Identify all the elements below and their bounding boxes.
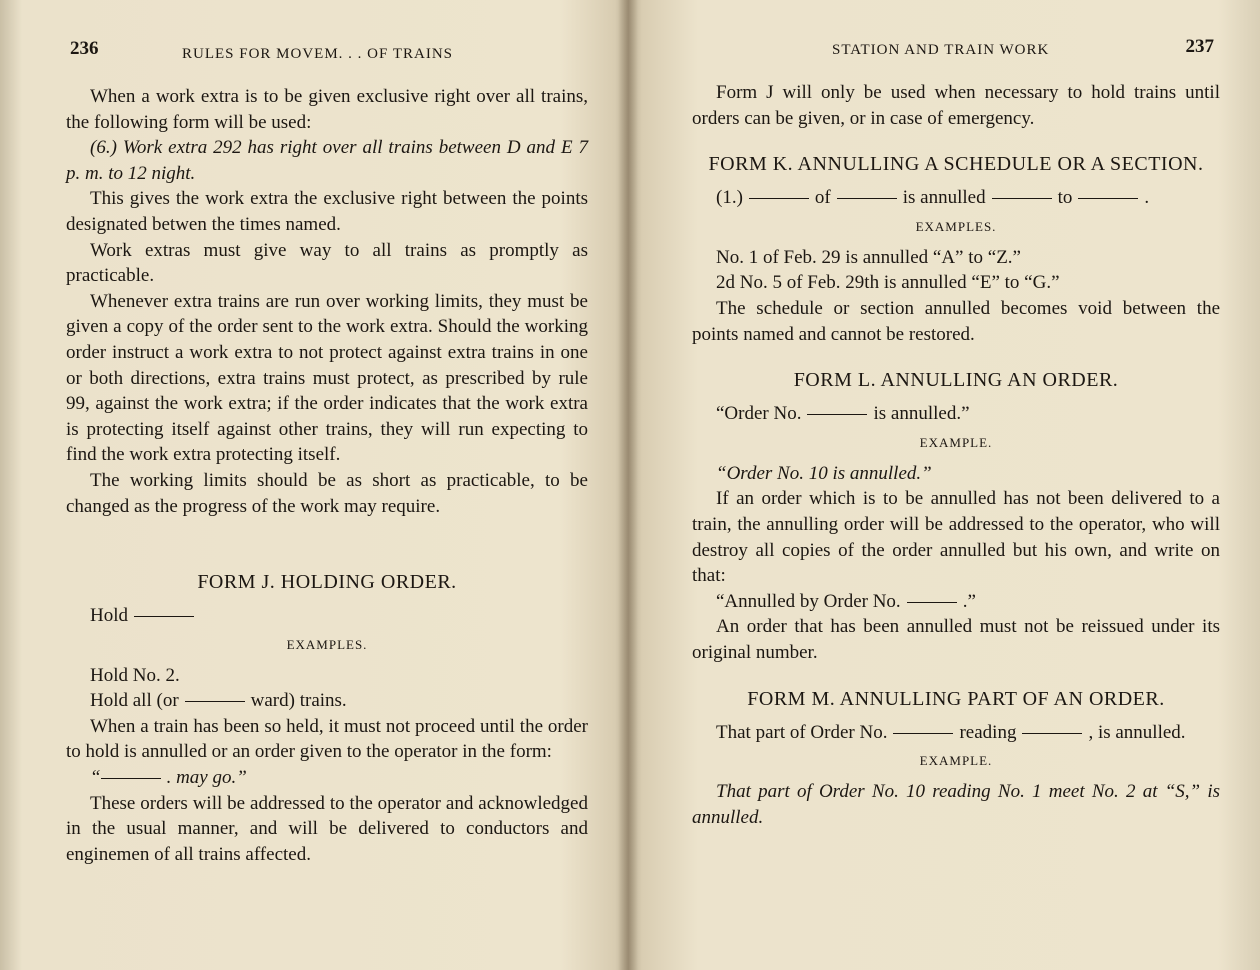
example-line: 2d No. 5 of Feb. 29th is annulled “E” to “G.” [716, 272, 1060, 294]
form-example: (6.) Work extra 292 has right over all trains between D and E 7 p. m. to 12 night. [66, 137, 588, 184]
blank-line [1078, 198, 1138, 199]
form-m-heading: FORM M. ANNULLING PART OF AN ORDER. [747, 687, 1165, 710]
right-page [628, 0, 1260, 970]
template-text: “Annulled by Order No. [716, 590, 901, 612]
template-text: . [1144, 187, 1150, 209]
form-j-heading: FORM J. HOLDING ORDER. [197, 571, 457, 594]
blank-line [101, 778, 161, 779]
template-text: “ [90, 767, 101, 789]
paragraph: These orders will be addressed to the operator and acknowledged in the usual manner, and will be delivered to conductors and enginemen of all trains affected. [66, 792, 588, 865]
blank-line [749, 198, 809, 199]
paragraph: Form J will only be used when necessary to hold trains until orders can be given, or in case of emergency. [692, 82, 1220, 129]
paragraph: The working limits should be as short as practicable, to be changed as the progress of the work may require. [66, 469, 588, 517]
blank-line [837, 198, 897, 199]
form-m-template [692, 720, 1220, 746]
example-line: “Order No. 10 is annulled.” [716, 462, 932, 484]
example-line [66, 688, 588, 714]
example-text: ward) trains. [250, 690, 347, 712]
form-k-heading: FORM K. ANNULLING A SCHEDULE OR A SECTION. [708, 153, 1204, 176]
paragraph: When a train has been so held, it must not proceed until the order to hold is annulled or an order given to the operator in the form: [66, 715, 588, 763]
blank-line [893, 733, 953, 734]
form-j-template [66, 603, 588, 629]
examples-label: EXAMPLE. [919, 753, 993, 769]
template-text: That part of Order No. [716, 721, 888, 743]
book-gutter [618, 0, 638, 970]
left-page-header [66, 30, 588, 62]
template-text: .” [962, 590, 976, 612]
template-text: is annulled [902, 187, 986, 209]
template-text: reading [959, 721, 1017, 743]
template-text: . may go.” [166, 767, 247, 789]
paragraph: Whenever extra trains are run over working limits, they must be given a copy of the order sent to the work extra. Should the working order instruct a work extra to not protect against extra trains in one or both directions, extra trains must protect, as prescribed by rule 99, against the work extra; if the order indicates that the work extra is protecting itself against other trains, they will run expecting to find the work extra protecting itself. [66, 290, 588, 466]
template-text: “Order No. [716, 403, 802, 425]
template-text: to [1057, 187, 1073, 209]
example-line: Hold No. 2. [90, 664, 180, 686]
form-l-heading: FORM L. ANNULLING AN ORDER. [793, 369, 1119, 392]
form-l-template [692, 401, 1220, 427]
paragraph: This gives the work extra the exclusive right between the points designated betwen the times named. [66, 188, 588, 235]
examples-label: EXAMPLES. [915, 218, 997, 234]
example-line: That part of Order No. 10 reading No. 1 meet No. 2 at “S,” is annulled. [692, 781, 1220, 828]
left-page [0, 0, 628, 970]
paragraph: Work extras must give way to all trains as promptly as practicable. [66, 239, 588, 287]
blank-line [134, 616, 194, 617]
template-text: (1.) [716, 187, 743, 209]
form-template [692, 589, 1220, 615]
template-text: Hold [90, 605, 128, 627]
paragraph: If an order which is to be annulled has not been delivered to a train, the annulling order will be addressed to the operator, who will destroy all copies of the order annulled but his own, and write on that: [692, 488, 1220, 587]
blank-line [807, 414, 867, 415]
blank-line [1022, 733, 1082, 734]
paragraph: When a work extra is to be given exclusive right over all trains, the following form will be used: [66, 86, 588, 133]
examples-label: EXAMPLE. [919, 434, 993, 450]
running-head: STATION AND TRAIN WORK [832, 42, 1050, 58]
blank-line [907, 602, 957, 603]
right-page-header [692, 30, 1220, 62]
form-k-template [692, 185, 1220, 211]
template-text: of [814, 187, 831, 209]
example-line: No. 1 of Feb. 29 is annulled “A” to “Z.” [716, 246, 1021, 268]
page-number: 237 [1185, 36, 1214, 57]
template-text: , is annulled. [1088, 721, 1186, 743]
examples-label: EXAMPLES. [286, 636, 368, 652]
paragraph: The schedule or section annulled becomes void between the points named and cannot be restored. [692, 297, 1220, 345]
blank-line [992, 198, 1052, 199]
running-head: RULES FOR MOVEM. . . OF TRAINS [182, 46, 454, 62]
blank-line [185, 701, 245, 702]
template-text: is annulled.” [873, 403, 970, 425]
page-number: 236 [70, 38, 99, 59]
paragraph: An order that has been annulled must not be reissued under its original number. [692, 616, 1220, 663]
example-text: Hold all (or [90, 690, 179, 712]
form-template [66, 765, 588, 791]
